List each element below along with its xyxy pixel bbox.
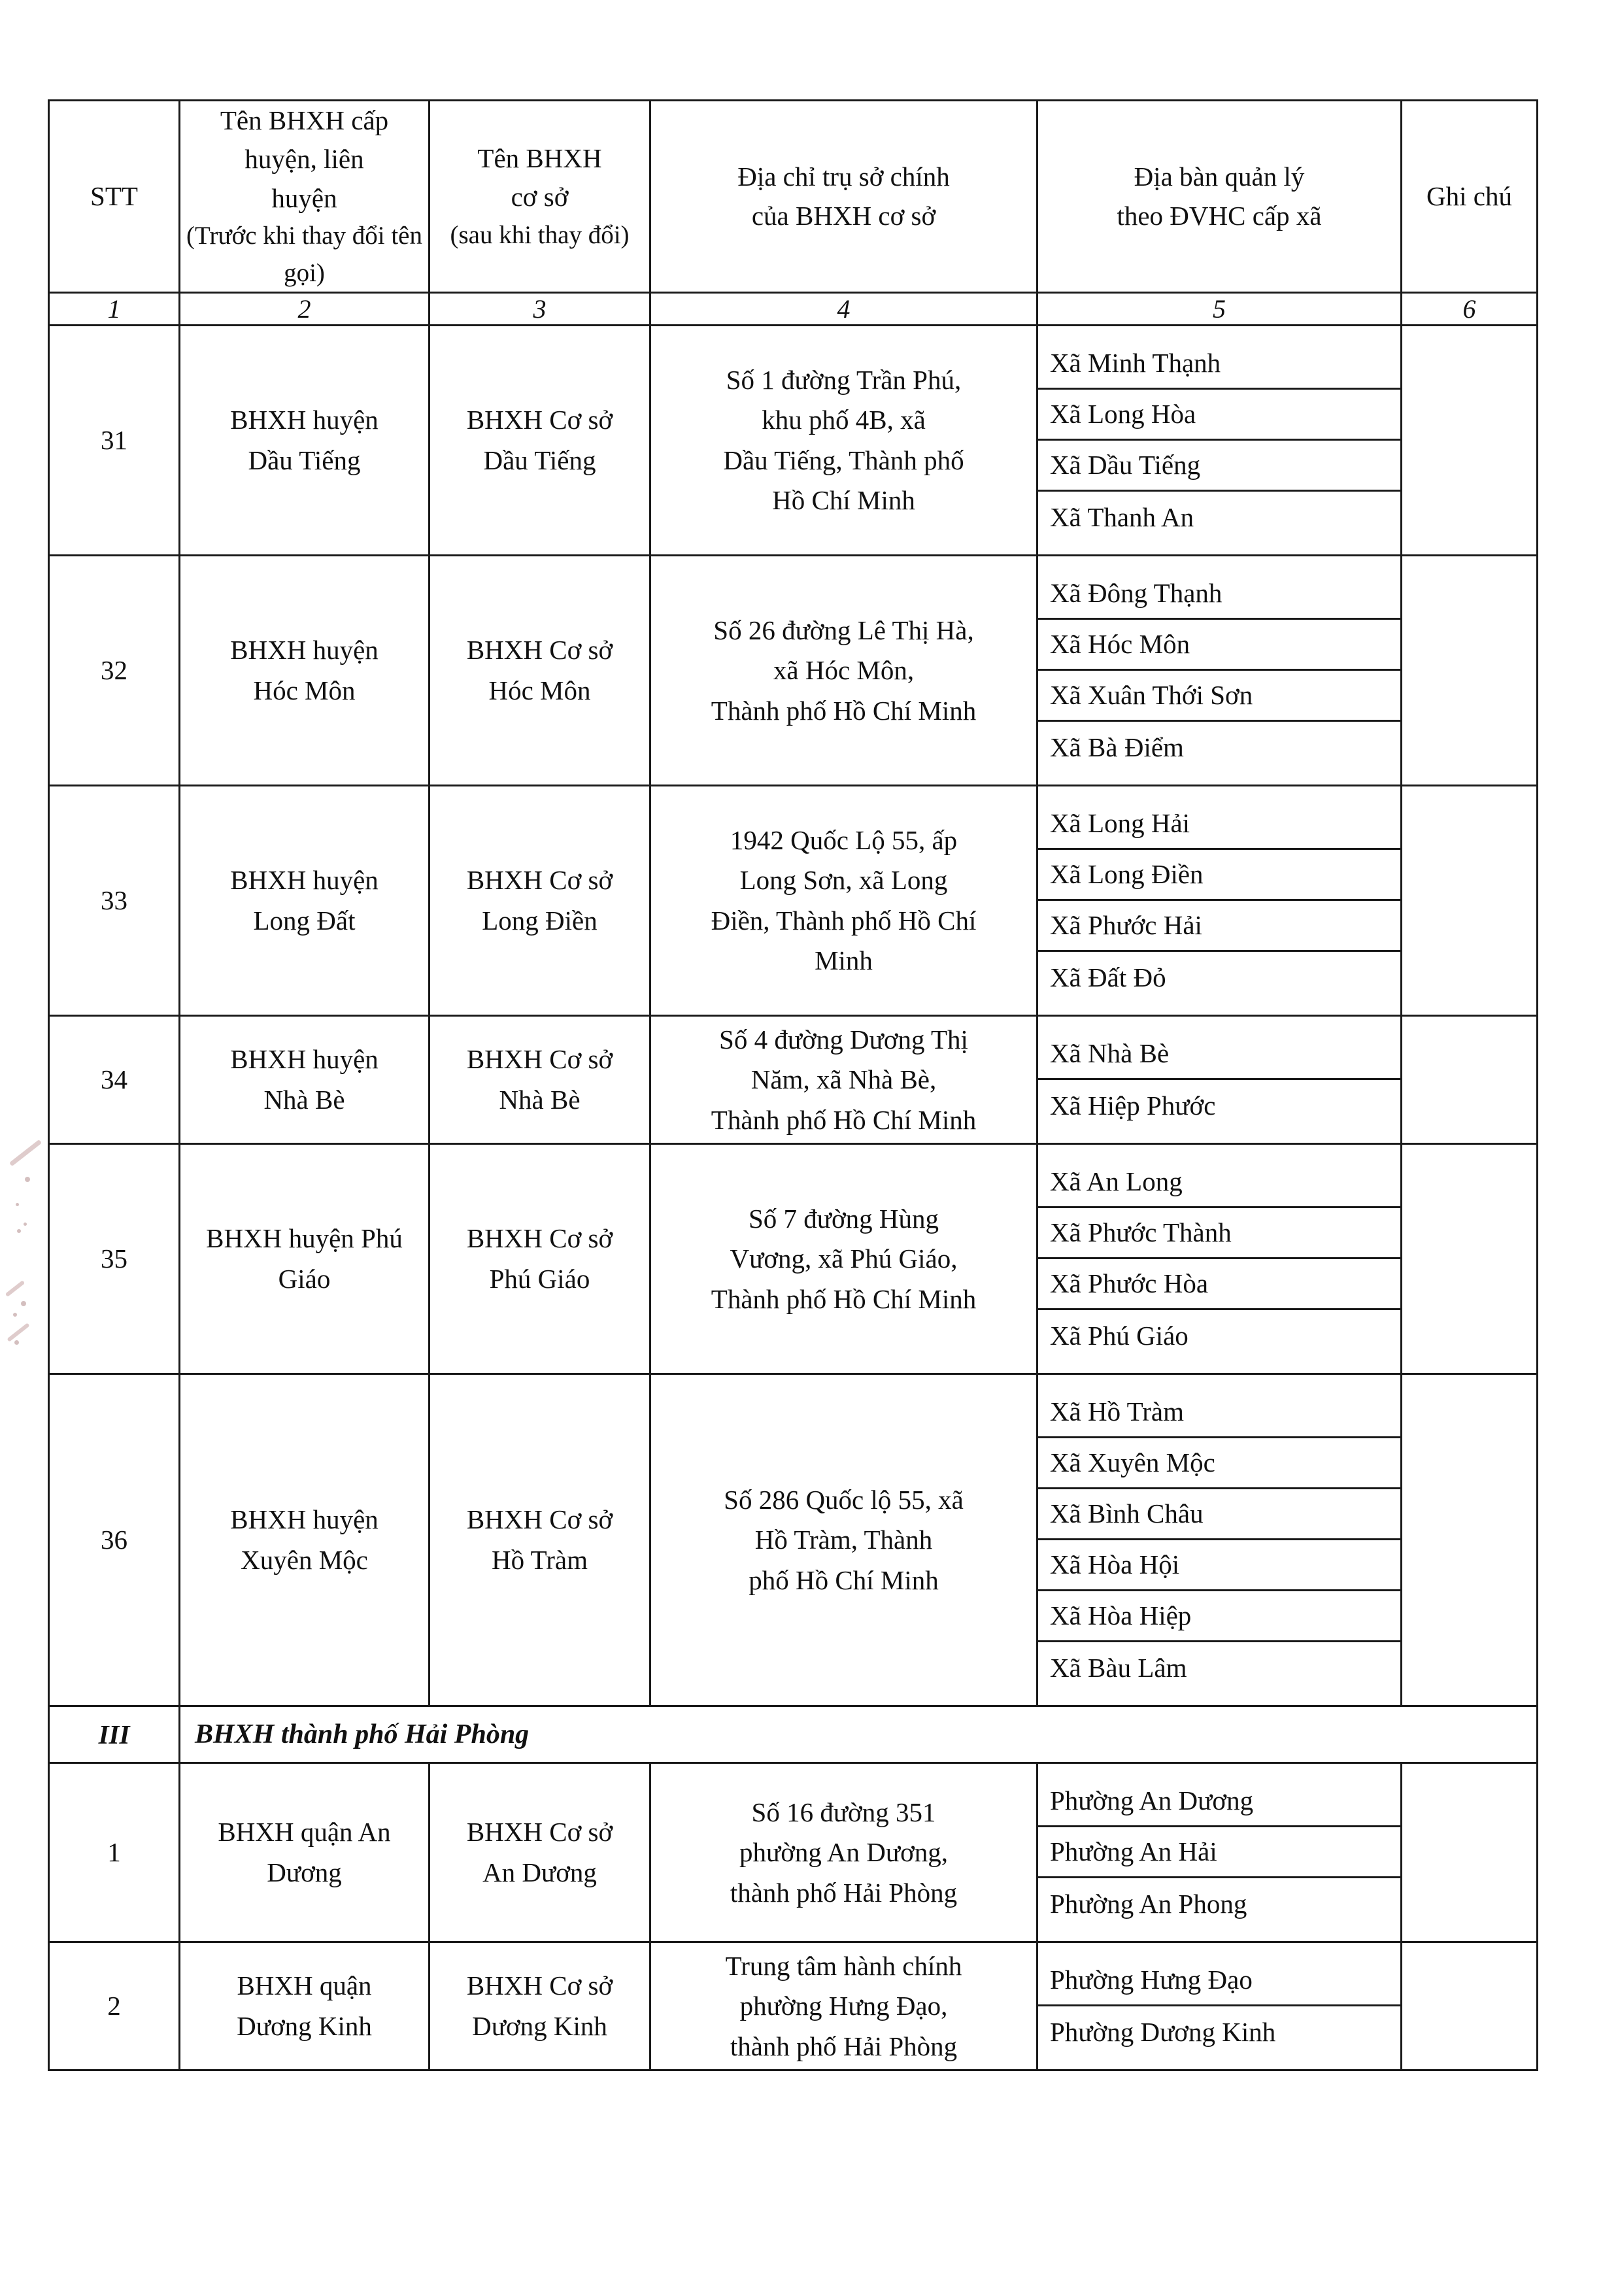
row-stt: 1: [49, 1763, 180, 1942]
row-address-line: phường An Dương,: [739, 1837, 948, 1868]
row-new-name-line: BHXH Cơ sở: [466, 405, 613, 435]
row-address-line: phường Hưng Đạo,: [739, 1991, 948, 2021]
row-address: [650, 786, 1037, 1016]
row-new-name: [430, 1374, 650, 1706]
row-address-line: Thành phố Hồ Chí Minh: [711, 1283, 977, 1314]
row-new-name-line: BHXH Cơ sở: [466, 1817, 613, 1848]
table-header-row: [49, 101, 1538, 293]
table-row: [49, 1942, 1538, 2070]
row-new-name-line: Hóc Môn: [488, 675, 591, 705]
table-row: [49, 786, 1538, 1016]
row-stt: 32: [49, 556, 180, 786]
scan-artifact: [7, 1323, 29, 1342]
row-address-line: Số 1 đường Trần Phú,: [726, 364, 962, 395]
column-number-1: 1: [49, 293, 180, 326]
row-address-line: thành phố Hải Phòng: [730, 2031, 958, 2061]
scan-artifact: [13, 1313, 17, 1317]
row-note: [1402, 1763, 1538, 1942]
ward-item: Phường An Phong: [1050, 1888, 1247, 1919]
row-address: [650, 1763, 1037, 1942]
ward-item: Xã Đất Đỏ: [1050, 962, 1166, 992]
row-note: [1402, 1016, 1538, 1144]
row-new-name: [430, 1942, 650, 2070]
row-note: [1402, 1144, 1538, 1374]
row-old-name-line: Dương: [267, 1857, 342, 1887]
row-new-name-line: BHXH Cơ sở: [466, 1504, 613, 1535]
row-note: [1402, 1374, 1538, 1706]
ward-item: Phường Dương Kinh: [1050, 2016, 1276, 2047]
scan-artifact: [17, 1229, 21, 1233]
row-stt: 2: [49, 1942, 180, 2070]
row-address-line: Hồ Tràm, Thành: [754, 1525, 933, 1555]
row-address-line: phố Hồ Chí Minh: [749, 1564, 939, 1595]
row-new-name-line: Dầu Tiếng: [483, 445, 596, 475]
row-address: [650, 326, 1037, 556]
row-new-name-line: BHXH Cơ sở: [466, 1223, 613, 1254]
row-old-name-line: Long Đất: [253, 905, 356, 936]
row-managed-wards: [1037, 326, 1402, 556]
section-number: III: [49, 1706, 180, 1763]
row-new-name: [430, 326, 650, 556]
row-new-name: [430, 1763, 650, 1942]
row-address-line: Vương, xã Phú Giáo,: [730, 1243, 958, 1274]
row-address-line: khu phố 4B, xã: [762, 405, 926, 435]
row-address-line: Số 16 đường 351: [751, 1797, 936, 1827]
column-number-5: 5: [1037, 293, 1402, 326]
row-new-name-line: An Dương: [482, 1857, 597, 1887]
column-number-3: 3: [430, 293, 650, 326]
ward-item: Phường Hưng Đạo: [1038, 1955, 1400, 2006]
row-old-name: [180, 1016, 430, 1144]
row-address-line: Thành phố Hồ Chí Minh: [711, 695, 977, 726]
ward-item: Xã Long Hải: [1038, 799, 1400, 850]
row-old-name: [180, 786, 430, 1016]
row-note: [1402, 1942, 1538, 2070]
row-address-line: Năm, xã Nhà Bè,: [750, 1064, 937, 1095]
row-old-name-line: BHXH quận: [237, 1970, 372, 2001]
row-address: [650, 1374, 1037, 1706]
ward-item: Xã Hóc Môn: [1038, 620, 1400, 671]
row-new-name-line: BHXH Cơ sở: [466, 865, 613, 896]
ward-item: Xã Dầu Tiếng: [1038, 441, 1400, 492]
row-old-name-line: BHXH quận An: [218, 1817, 391, 1848]
row-old-name: [180, 1144, 430, 1374]
row-new-name-line: Dương Kinh: [472, 2010, 607, 2041]
row-old-name: [180, 1763, 430, 1942]
ward-item: Phường An Hải: [1038, 1827, 1400, 1878]
row-new-name-line: Long Điền: [482, 905, 598, 936]
row-new-name: [430, 1144, 650, 1374]
ward-item: Xã Hòa Hiệp: [1038, 1591, 1400, 1642]
scan-artifact: [5, 1280, 25, 1297]
row-address-line: 1942 Quốc Lộ 55, ấp: [730, 824, 958, 855]
bhxh-table: [48, 99, 1538, 2071]
row-address-line: Thành phố Hồ Chí Minh: [711, 1104, 977, 1135]
table-row: [49, 326, 1538, 556]
ward-item: Xã Bàu Lâm: [1050, 1652, 1187, 1683]
row-address-line: Trung tâm hành chính: [725, 1950, 962, 1981]
row-address-line: Số 7 đường Hùng: [748, 1203, 939, 1234]
row-new-name-line: Nhà Bè: [499, 1084, 581, 1115]
row-address-line: xã Hóc Môn,: [773, 655, 915, 686]
row-old-name-line: Dầu Tiếng: [248, 445, 361, 475]
section-label: BHXH thành phố Hải Phòng: [180, 1706, 1538, 1763]
row-new-name-line: BHXH Cơ sở: [466, 1044, 613, 1075]
ward-item: Xã Phước Hòa: [1038, 1259, 1400, 1310]
ward-item: Xã Phú Giáo: [1050, 1320, 1188, 1351]
ward-item: Xã Đông Thạnh: [1038, 569, 1400, 620]
row-address: [650, 1016, 1037, 1144]
row-old-name-line: BHXH huyện: [230, 635, 379, 666]
ward-item: Xã Minh Thạnh: [1038, 339, 1400, 390]
row-address: [650, 1942, 1037, 2070]
row-address-line: Dầu Tiếng, Thành phố: [723, 445, 964, 475]
row-new-name-line: Hồ Tràm: [492, 1544, 588, 1575]
scan-artifact: [16, 1203, 19, 1206]
row-old-name: [180, 326, 430, 556]
row-new-name-line: Phú Giáo: [489, 1263, 590, 1294]
row-old-name-line: BHXH huyện Phú: [206, 1223, 403, 1254]
header-managed-area: Địa bàn quản lý theo ĐVHC cấp xã: [1037, 101, 1402, 293]
row-new-name-line: BHXH Cơ sở: [466, 635, 613, 666]
row-old-name: [180, 1942, 430, 2070]
ward-item: Xã Phước Hải: [1038, 901, 1400, 952]
document-sheet: [48, 99, 1536, 2071]
row-stt: 31: [49, 326, 180, 556]
row-managed-wards: [1037, 1016, 1402, 1144]
row-address-line: Hồ Chí Minh: [772, 485, 915, 516]
row-stt: 34: [49, 1016, 180, 1144]
column-number-6: 6: [1402, 293, 1538, 326]
row-old-name: [180, 1374, 430, 1706]
row-address: [650, 1144, 1037, 1374]
table-row: [49, 1016, 1538, 1144]
table-row: [49, 1144, 1538, 1374]
row-managed-wards: [1037, 1763, 1402, 1942]
column-number-2: 2: [180, 293, 430, 326]
row-old-name-line: BHXH huyện: [230, 1044, 379, 1075]
ward-item: Xã Xuyên Mộc: [1038, 1438, 1400, 1489]
row-address-line: Số 4 đường Dương Thị: [719, 1024, 968, 1055]
row-stt: 36: [49, 1374, 180, 1706]
ward-item: Xã Bà Điểm: [1050, 732, 1184, 762]
column-number-4: 4: [650, 293, 1037, 326]
ward-item: Xã Xuân Thới Sơn: [1038, 671, 1400, 722]
row-address-line: Số 26 đường Lê Thị Hà,: [713, 615, 974, 645]
row-managed-wards: [1037, 1374, 1402, 1706]
row-address-line: Số 286 Quốc lộ 55, xã: [724, 1484, 964, 1515]
row-managed-wards: [1037, 786, 1402, 1016]
header-note: Ghi chú: [1402, 101, 1538, 293]
row-old-name-line: BHXH huyện: [230, 405, 379, 435]
row-stt: 33: [49, 786, 180, 1016]
row-old-name-line: Xuyên Mộc: [241, 1544, 368, 1575]
header-address: Địa chỉ trụ sở chính của BHXH cơ sở: [650, 101, 1037, 293]
header-stt: STT: [49, 101, 180, 293]
row-managed-wards: [1037, 1942, 1402, 2070]
header-new-name: Tên BHXH cơ sở (sau khi thay đổi): [430, 101, 650, 293]
table-row: [49, 1763, 1538, 1942]
row-new-name-line: BHXH Cơ sở: [466, 1970, 613, 2001]
row-old-name-line: Giáo: [278, 1263, 331, 1294]
row-new-name: [430, 786, 650, 1016]
ward-item: Xã Nhà Bè: [1038, 1029, 1400, 1080]
row-stt: 35: [49, 1144, 180, 1374]
row-old-name-line: Dương Kinh: [237, 2010, 372, 2041]
row-address-line: Điền, Thành phố Hồ Chí: [711, 905, 977, 936]
ward-item: Xã Thanh An: [1050, 501, 1194, 532]
ward-item: Xã Long Điền: [1038, 850, 1400, 901]
scan-artifact: [24, 1223, 27, 1226]
row-old-name-line: BHXH huyện: [230, 1504, 379, 1535]
row-note: [1402, 786, 1538, 1016]
ward-item: Xã Hiệp Phước: [1050, 1090, 1216, 1121]
table-row: [49, 556, 1538, 786]
ward-item: Xã Hồ Tràm: [1038, 1387, 1400, 1438]
scan-artifact: [9, 1140, 42, 1166]
row-old-name-line: Hóc Môn: [253, 675, 356, 705]
ward-item: Xã An Long: [1038, 1157, 1400, 1208]
row-note: [1402, 556, 1538, 786]
ward-item: Xã Phước Thành: [1038, 1208, 1400, 1259]
row-new-name: [430, 556, 650, 786]
row-old-name: [180, 556, 430, 786]
ward-item: Xã Hòa Hội: [1038, 1540, 1400, 1591]
row-address-line: Minh: [815, 945, 873, 976]
table-body: [49, 326, 1538, 2070]
scan-artifact: [25, 1177, 30, 1182]
row-address: [650, 556, 1037, 786]
table-row: [49, 1374, 1538, 1706]
column-number-row: [49, 293, 1538, 326]
row-address-line: thành phố Hải Phòng: [730, 1877, 958, 1908]
header-old-name: Tên BHXH cấp huyện, liên huyện (Trước khi thay đổi tên gọi): [180, 101, 430, 293]
row-old-name-line: BHXH huyện: [230, 865, 379, 896]
row-managed-wards: [1037, 556, 1402, 786]
row-old-name-line: Nhà Bè: [263, 1084, 345, 1115]
row-new-name: [430, 1016, 650, 1144]
scan-artifact: [21, 1301, 26, 1306]
ward-item: Xã Long Hòa: [1038, 390, 1400, 441]
section-row: [49, 1706, 1538, 1763]
ward-item: Phường An Dương: [1038, 1776, 1400, 1827]
scan-artifact: [14, 1340, 19, 1345]
row-managed-wards: [1037, 1144, 1402, 1374]
ward-item: Xã Bình Châu: [1038, 1489, 1400, 1540]
row-note: [1402, 326, 1538, 556]
row-address-line: Long Sơn, xã Long: [739, 865, 948, 896]
